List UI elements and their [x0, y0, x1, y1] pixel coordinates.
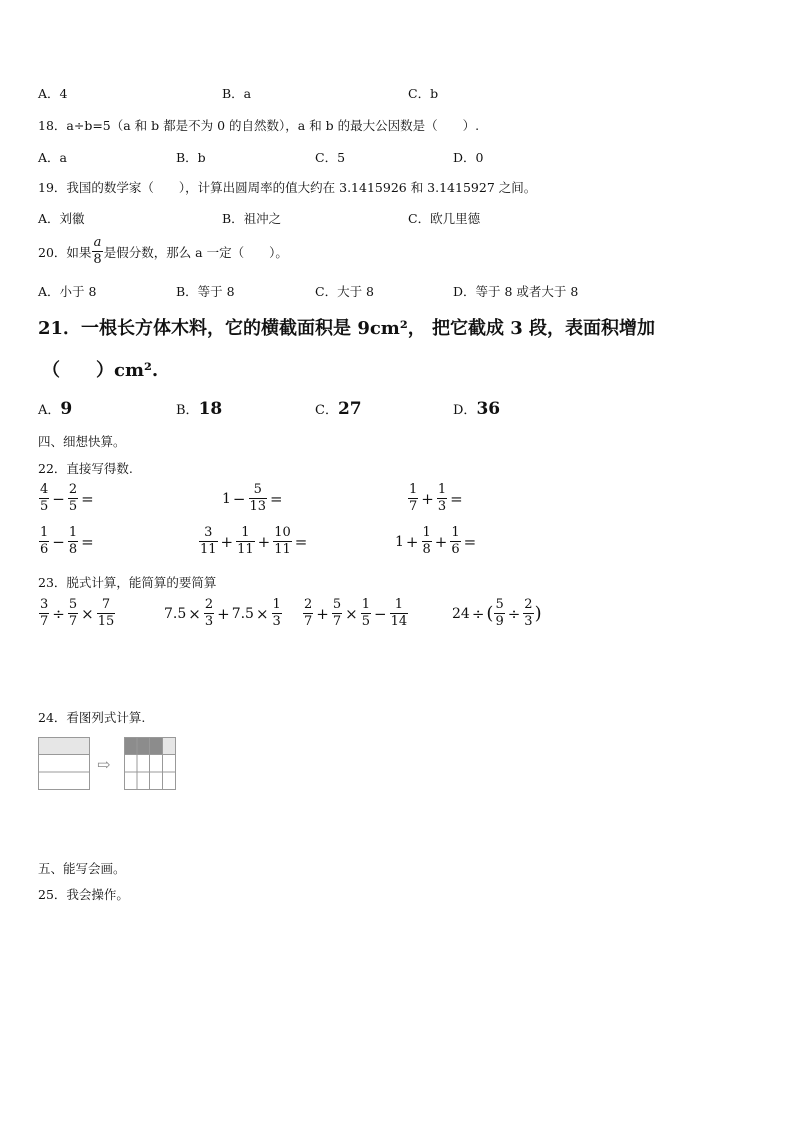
q18-option-d: D．0	[453, 150, 484, 165]
question-21-line1: 21．一根长方体木料，它的横截面积是 9cm²， 把它截成 3 段，表面积增加	[38, 318, 656, 339]
section-5-heading: 五、能写会画。	[38, 861, 126, 876]
q22-expr-6: 1 + $\frac{1}{8}$ + $\frac{1}{6}$ =	[395, 525, 477, 557]
q21-option-a: A．9	[38, 399, 73, 419]
q22-expr-3: $\frac{1}{7}$ + $\frac{1}{3}$ =	[409, 482, 463, 514]
fraction: $\frac{a}{8}$	[93, 235, 102, 267]
question-24-title: 24．看图列式计算.	[38, 710, 146, 725]
q23-expr-2: 7.5 × $\frac{2}{3}$ + 7.5 × $\frac{1}{3}$	[164, 597, 281, 629]
question-22-title: 22．直接写得数.	[38, 461, 133, 476]
q18-option-c: C．5	[315, 150, 346, 165]
q19-option-a: A．刘徽	[38, 211, 85, 226]
q19-option-b: B．祖冲之	[222, 211, 282, 226]
q21-option-d: D．36	[453, 399, 501, 419]
question-18: 18．a÷b=5（a 和 b 都是不为 0 的自然数），a 和 b 的最大公因数是（ ）.	[38, 118, 480, 133]
q20-prefix: 20．如果	[38, 244, 92, 260]
q21-option-c: C．27	[315, 399, 362, 419]
q19-option-c: C．欧几里德	[408, 211, 481, 226]
question-19: 19．我国的数学家（ ），计算出圆周率的值大约在 3.1415926 和 3.1415927 之间。	[38, 180, 537, 195]
arrow-icon: ⇨	[97, 755, 111, 774]
question-25: 25．我会操作。	[38, 887, 129, 902]
q20-option-c: C．大于 8	[315, 284, 374, 299]
q21-option-b: B．18	[176, 399, 223, 419]
q22-expr-1: $\frac{4}{5}$ − $\frac{2}{5}$ =	[40, 482, 94, 514]
q23-expr-3: $\frac{2}{7}$ + $\frac{5}{7}$ × $\frac{1}{5}$ − $\frac{1}{14}$	[304, 597, 408, 629]
q20-option-a: A．小于 8	[38, 284, 97, 299]
question-20	[38, 236, 288, 267]
question-23-title: 23．脱式计算，能简算的要简算	[38, 575, 217, 590]
q22-expr-5: $\frac{3}{11}$ + $\frac{1}{11}$ + $\frac{10}{11}$ =	[200, 525, 308, 557]
q22-expr-4: $\frac{1}{6}$ − $\frac{1}{8}$ =	[40, 525, 94, 557]
question-21-line2: （ ）cm².	[42, 360, 159, 381]
q23-expr-4: 24 ÷ ( $\frac{5}{9}$ ÷ $\frac{2}{3}$ )	[452, 597, 542, 629]
section-4-heading: 四、细想快算。	[38, 434, 126, 449]
q23-expr-1: $\frac{3}{7}$ ÷ $\frac{5}{7}$ × $\frac{7}{15}$	[40, 597, 115, 629]
q22-expr-2: 1 − $\frac{5}{13}$ =	[222, 482, 283, 514]
q20-option-b: B．等于 8	[176, 284, 235, 299]
option-a: A．4	[38, 86, 68, 101]
option-b: B．a	[222, 86, 252, 101]
q20-suffix: 是假分数，那么 a 一定（ ）。	[103, 244, 288, 260]
q20-option-d: D．等于 8 或者大于 8	[453, 284, 579, 299]
q18-option-b: B．b	[176, 150, 206, 165]
option-c: C．b	[408, 86, 439, 101]
q18-option-a: A．a	[38, 150, 67, 165]
